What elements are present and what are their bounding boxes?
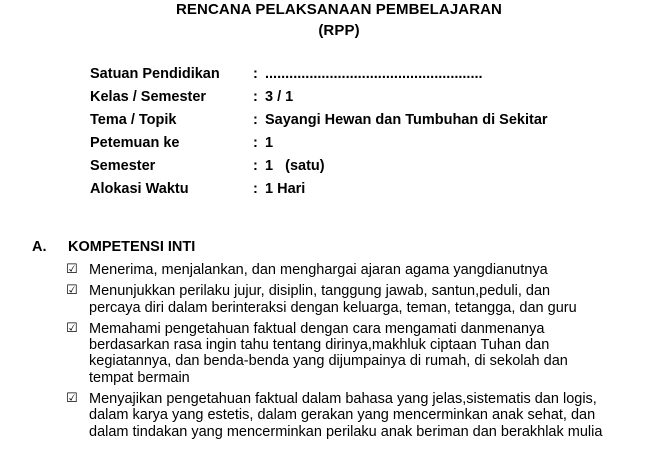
list-item-text: Menunjukkan perilaku jujur, disiplin, tanggung jawab, santun,peduli, dan percaya diri dalam berinteraksi dengan keluarga, teman, tetangga, dan guru <box>89 283 577 316</box>
section-heading-kompetensi-inti <box>32 239 195 255</box>
list-item-text: Menyajikan pengetahuan faktual dalam bahasa yang jelas,sistematis dan logis, dalam karya yang estetis, dalam gerakan yang mencerminkan anak sehat, dan dalam tindakan yang mencerminkan perilaku anak beriman dan berakhlak mulia <box>89 391 603 440</box>
meta-value: Sayangi Hewan dan Tumbuhan di Sekitar <box>265 112 548 128</box>
meta-label: Petemuan ke <box>90 135 180 151</box>
checkbox-checked-icon: ☑ <box>66 283 78 299</box>
meta-colon: : <box>253 112 258 128</box>
checkbox-checked-icon: ☑ <box>66 391 78 407</box>
meta-row-tema-topik <box>90 111 548 134</box>
checkbox-checked-icon: ☑ <box>66 320 78 336</box>
list-item-text: Memahami pengetahuan faktual dengan cara mengamati danmenanya berdasarkan rasa ingin tahu tentang dirinya,makhluk ciptaan Tuhan dan kegiatannya, dan benda-benda yang dijumpainya di rumah, di sekolah dan tempat bermain <box>89 320 568 386</box>
kompetensi-inti-list <box>66 262 661 445</box>
meta-colon: : <box>253 158 258 174</box>
meta-row-pertemuan-ke <box>90 134 548 157</box>
meta-row-alokasi-waktu <box>90 180 548 203</box>
meta-label: Kelas / Semester <box>90 89 207 105</box>
document-title: RENCANA PELAKSANAAN PEMBELAJARAN <box>176 1 502 18</box>
meta-label: Alokasi Waktu <box>90 181 189 197</box>
list-item <box>66 321 661 386</box>
list-item <box>66 391 661 440</box>
meta-colon: : <box>253 66 258 82</box>
identity-table <box>90 65 548 203</box>
meta-value: ...................................................... <box>265 66 483 82</box>
section-title: KOMPETENSI INTI <box>68 239 196 255</box>
meta-colon: : <box>253 181 258 197</box>
section-letter: A. <box>32 239 47 255</box>
meta-row-kelas-semester <box>90 88 548 111</box>
meta-row-satuan-pendidikan <box>90 65 548 88</box>
list-item <box>66 262 661 278</box>
meta-label: Tema / Topik <box>90 112 177 128</box>
meta-row-semester <box>90 157 548 180</box>
meta-value: 1 <box>265 135 274 151</box>
checkbox-checked-icon: ☑ <box>66 262 78 277</box>
list-item <box>66 283 661 316</box>
meta-label: Semester <box>90 158 156 174</box>
meta-colon: : <box>253 89 258 105</box>
meta-label: Satuan Pendidikan <box>90 66 220 82</box>
meta-value: 1 (satu) <box>265 158 325 174</box>
meta-value: 1 Hari <box>265 181 306 197</box>
list-item-text: Menerima, menjalankan, dan menghargai ajaran agama yangdianutnya <box>89 262 548 278</box>
document-subtitle: (RPP) <box>318 22 360 39</box>
meta-value: 3 / 1 <box>265 89 294 105</box>
meta-colon: : <box>253 135 258 151</box>
